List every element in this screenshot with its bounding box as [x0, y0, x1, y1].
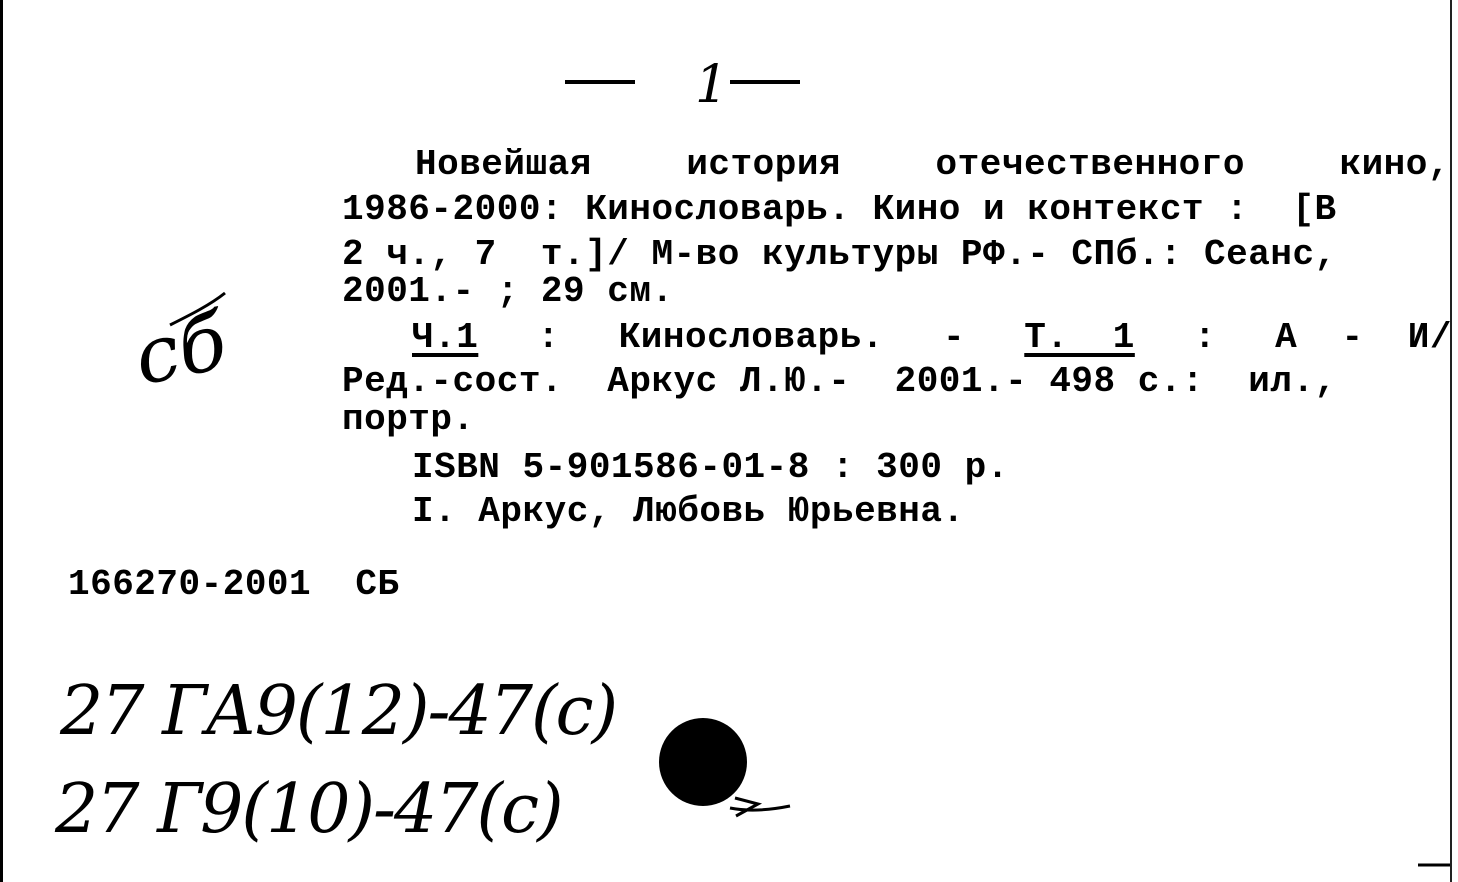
volume-range: А - И/: [1275, 317, 1452, 358]
title-word-2: история: [686, 144, 842, 185]
description-line-4: 2001.- ; 29 см.: [342, 271, 674, 312]
handwritten-shelf-code-2: 27 Г9(10)-47(с): [55, 770, 562, 849]
title-word-4: кино,: [1339, 144, 1450, 185]
separator-colon-1: :: [537, 317, 560, 358]
added-entry-line: I. Аркус, Любовь Юрьевна.: [412, 491, 965, 532]
handwritten-side-mark: сб: [126, 296, 235, 404]
isbn-line: ISBN 5-901586-01-8 : 300 р.: [412, 447, 1009, 488]
inventory-number: 166270-2001 СБ: [68, 564, 400, 605]
punch-hole: [640, 700, 840, 860]
description-line-6: Ред.-сост. Аркус Л.Ю.- 2001.- 498 с.: ил.,: [342, 361, 1337, 402]
separator-dash: -: [943, 317, 966, 358]
description-line-2: 1986-2000: Кинословарь. Кино и контекст : [В: [342, 189, 1337, 230]
handwritten-shelf-code-1: 27 ГА9(12)-47(с): [60, 672, 617, 751]
part-volume-line: [412, 318, 1452, 358]
part-subtitle: Кинословарь.: [618, 317, 884, 358]
title-word-1: Новейшая: [415, 144, 592, 185]
description-line-3: 2 ч., 7 т.]/ М-во культуры РФ.- СПб.: Сеанс,: [342, 234, 1337, 275]
card-right-border: [1450, 0, 1452, 882]
title-line: [415, 145, 1450, 185]
card-left-border: [0, 0, 3, 882]
part-label: Ч.1: [412, 317, 479, 358]
title-word-3: отечественного: [935, 144, 1245, 185]
page-number: 1: [695, 55, 729, 115]
separator-colon-2: :: [1193, 317, 1217, 358]
corner-mark: [1418, 860, 1458, 870]
side-mark-stroke: [160, 285, 280, 365]
description-line-7: портр.: [342, 399, 475, 440]
volume-label: Т. 1: [1024, 317, 1135, 358]
